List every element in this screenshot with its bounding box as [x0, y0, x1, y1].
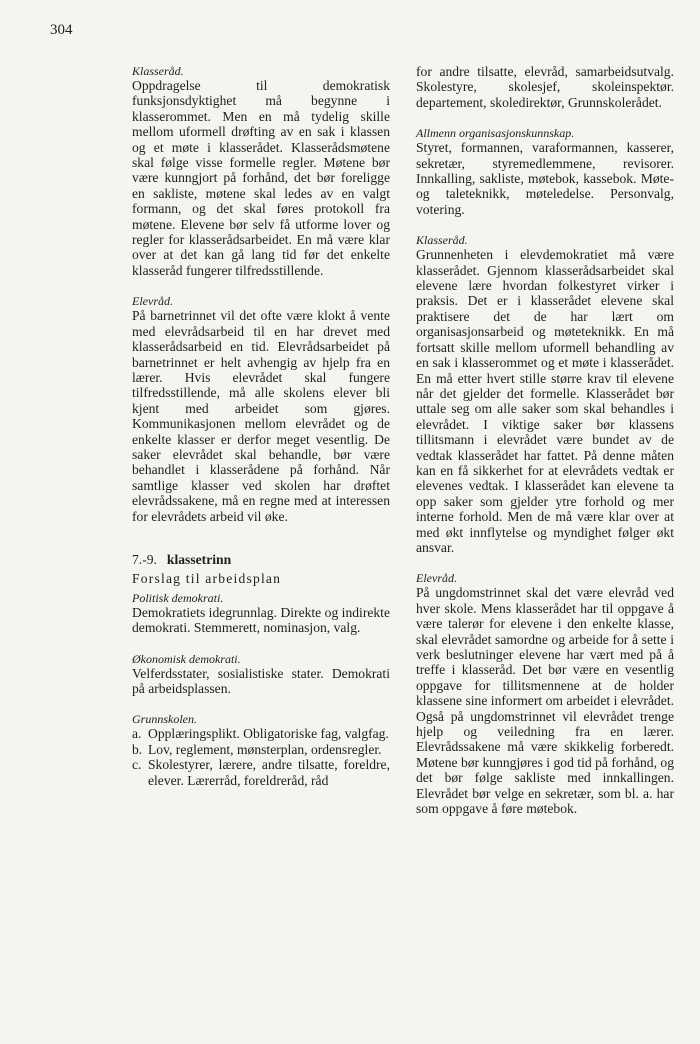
section-text: Oppdragelse til demokratisk funksjonsdyktighet må begynne i klasserommet. Men en må tydelig skille mellom uformell drøfting av en sak i klassen og et møte i klasserådet. Klasserådsmøtene skal følge visse formelle regler. Møtene bør være kunngjort på forhånd, det bør foreligge en sakliste, møtene skal ledes av en valgt formann, og det skal føres protokoll fra møtene. Elevene bør selv få utforme lover og regler for klasserådsarbeidet. En må være klar over at det kan gå lang tid før det enkelte klasseråd fungerer tilfredsstillende.	[132, 78, 390, 278]
section-organisasjonskunnskap	[416, 126, 674, 217]
section-politisk-demokrati	[132, 591, 390, 636]
section-elevrad	[132, 294, 390, 524]
list-marker: a.	[132, 726, 142, 742]
section-klasserad	[132, 64, 390, 278]
section-heading: Elevråd.	[416, 571, 457, 586]
section-grunnskolen	[132, 712, 390, 788]
right-column	[416, 64, 674, 832]
list-marker: b.	[132, 741, 143, 757]
section-heading: Grunnskolen.	[132, 712, 197, 727]
list-marker: c.	[132, 757, 142, 773]
section-heading: Klasseråd.	[416, 233, 468, 248]
page-number: 304	[50, 22, 73, 38]
section-heading: Økonomisk demokrati.	[132, 651, 241, 666]
list-item	[132, 742, 390, 757]
section-heading: Allmenn organisasjonskunnskap.	[416, 126, 575, 141]
section-text: På ungdomstrinnet skal det være elevråd ved hver skole. Mens klasserådet har til oppgave å være talerør for elevene i den enkelte klasse, skal elevrådet samordne og arbeide for å sette i verk beslutninger elevene har vært med på å treffe i klasseråd. Det bør være en vesentlig oppgave for tillitsmennene at de holder klassene sine informert om arbeidet i elevrådet. Også på ungdomstrinnet vil elevrådet trenge hjelp og veiledning fra en lærer. Elevrådssakene må være skikkelig forberedt. Møtene bør kunngjøres i god tid på forhånd, og det bør følge sakliste med innkallingen. Elevrådet bør velge en sekretær, som bl. a. har som oppgave å føre møtebok.	[416, 585, 674, 817]
list-item-text: Skolestyrer, lærere, andre tilsatte, foreldre, elever. Lærerråd, foreldreråd, råd	[148, 757, 390, 788]
section-text: Grunnenheten i elevdemokratiet må være klasserådet. Gjennom klasserådsarbeidet skal elevene lære hvordan folkestyret virker i praksis. Det er i klasserådet elevene skal praktisere det de har lært om organisasjonsarbeid og møteteknikk. En må fortsatt skille mellom uformell behandling av en sak i klasserommet og et møte i klasserådet. En må etter hvert stille større krav til elevene når det gjelder det formelle. Klasserådet bør uttale seg om alle saker som skal behandles i elevrådet. I viktige saker bør klassens tillitsmann i elevrådet være bundet av de vedtak klasserådet har fattet. På denne måten kan en få sikkerhet for at elevrådets vedtak er elevenes vedtak. I klasserådet kan elevene ta opp saker som gjelder ytre forhold og mer interne forhold. Men de må være klar over at med økt innflytelse og myndighet følger økt ansvar.	[416, 247, 674, 555]
section-heading: Politisk demokrati.	[132, 590, 224, 605]
section-elevrad	[416, 571, 674, 816]
list-item-text: Lov, reglement, mønsterplan, ordensregler.	[148, 741, 382, 757]
chapter-title: klassetrinn	[166, 551, 232, 567]
list-item	[132, 726, 390, 741]
list-item-text: Opplæringsplikt. Obligatoriske fag, valgfag.	[148, 726, 389, 742]
continuation-text: for andre tilsatte, elevråd, samarbeidsutvalg. Skolestyre, skolesjef, skoleinspektør. departement, skoledirektør, Grunnskolerådet.	[416, 64, 674, 110]
chapter-subtitle: Forslag til arbeidsplan	[132, 571, 282, 587]
chapter-number: 7.-9.	[132, 551, 157, 567]
section-okonomisk-demokrati	[132, 652, 390, 697]
left-column	[132, 64, 390, 804]
section-text: På barnetrinnet vil det ofte være klokt å vente med elevrådsarbeid til en har drevet med klasserådsarbeid en tid. Elevrådsarbeidet på barnetrinnet er helt avhengig av hjelp fra en lærer. Hvis elevrådet skal fungere tilfredsstillende, må alle skolens elever bli kjent med arbeidet som gjøres. Kommunikasjonen mellom elevrådet og de enkelte klasser er derfor meget vesentlig. De saker elevrådet skal behandle, bør være behandlet i klasserådene på forhånd. Når samtlige klasser ved skolen har drøftet elevrådssakene, må en regne med at interessen for elevrådets arbeid vil øke.	[132, 308, 390, 524]
section-heading: Klasseråd.	[132, 64, 184, 78]
section-text: Demokratiets idegrunnlag. Direkte og indirekte demokrati. Stemmerett, nominasjon, valg.	[132, 604, 390, 636]
list-item	[132, 757, 390, 788]
section-text: Velferdsstater, sosialistiske stater. Demokrati på arbeidsplassen.	[132, 665, 390, 696]
section-heading: Elevråd.	[132, 294, 173, 309]
chapter-heading	[132, 552, 390, 567]
grunnskolen-list	[132, 726, 390, 788]
section-continuation	[416, 64, 674, 110]
section-klasserad	[416, 233, 674, 555]
section-text: Styret, formannen, varaformannen, kasserer, sekretær, styremedlemmene, revisorer. Innkalling, sakliste, møtebok, kassebok. Møte- og taleteknikk, møteledelse. Personvalg, votering.	[416, 140, 674, 217]
